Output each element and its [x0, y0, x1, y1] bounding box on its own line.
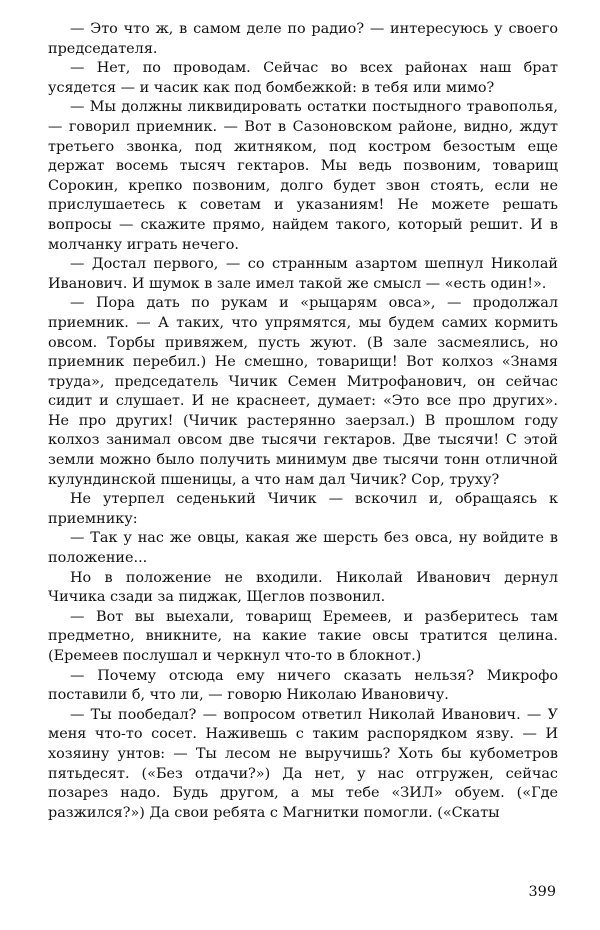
paragraph-4: — Достал первого, — со странным азартом шепнул Николай Иванович. И шумок в зале имел такой же смысл — «есть один!». — [48, 256, 558, 292]
paragraph-2: — Нет, по проводам. Сейчас во всех районах наш брат усядется — и часик как под бомбежкой: в тебя или мимо? — [48, 60, 558, 96]
page-body — [48, 20, 558, 823]
paragraph-11: — Ты пообедал? — вопросом ответил Николай Иванович. — У меня что-то сосет. Наживешь с таким распорядком язву. — И хозяину унтов: — Ты лесом не выручишь? Хоть бы кубометров пятьдесят. («Без отдачи?») Да нет, у нас отгружен, сейчас позарез надо. Будь другом, а мы тебе «ЗИЛ» обуем. («Где разжился?») Да свои ребята с Магнитки помогли. («Скаты — [48, 706, 558, 821]
paragraph-7: — Так у нас же овцы, какая же шерсть без овса, ну войдите в положение... — [48, 530, 558, 567]
paragraph-1: — Это что ж, в самом деле по радио? — интересуюсь у своего председателя. — [48, 21, 558, 57]
paragraph-5: — Пора дать по рукам и «рыцарям овса», — продолжал приемник. — А таких, что упрямятся, мы будем самих кормить овсом. Торбы привяжем, пусть жуют. (В зале засмеялись, но приемник перебил.) Не смешно, товарищи! Вот колхоз «Знамя труда», председатель Чичик Семен Митрофанович, он сейчас сидит и слушает. И не краснеет, думает: «Это все про других». Не про других! (Чичик растерянно заерзал.) В прошлом году колхоз занимал овсом две тысячи гектаров. Две тысячи! С этой земли можно было получить минимум две тысячи тонн отличной кулундинской пшеницы, а что нам дал Чичик? Сор, труху? — [48, 295, 558, 488]
paragraph-6: Не утерпел седенький Чичик — вскочил и, обращаясь к приемнику: — [48, 491, 558, 527]
paragraph-10: — Почему отсюда ему ничего сказать нельзя? Микрофо поставили б, что ли, — говорю Николаю Ивановичу. — [48, 667, 558, 704]
page-number: 399 — [528, 884, 556, 900]
paragraph-3: — Мы должны ликвидировать остатки постыдного травополья, — говорил приемник. — Вот в Сазоновском районе, видно, ждут третьего звонка, под житняком, под костром безостым еще держат восемь тысяч гектаров. Мы ведь позвоним, товарищ Сорокин, крепко позвоним, долго будет звон стоять, если не прислушаетесь к советам и указаниям! Не можете решать вопросы — скажите прямо, найдем такого, который решит. И в молчанку играть нечего. — [48, 99, 558, 253]
paragraph-9: — Вот вы выехали, товарищ Еремеев, и разберитесь там предметно, вникните, на какие такие овсы тратится целина. (Еремеев послушал и черкнул что-то в блокнот.) — [48, 608, 558, 664]
paragraph-8: Но в положение не входили. Николай Иванович дернул Чичика сзади за пиджак, Щеглов позвонил. — [48, 569, 558, 606]
